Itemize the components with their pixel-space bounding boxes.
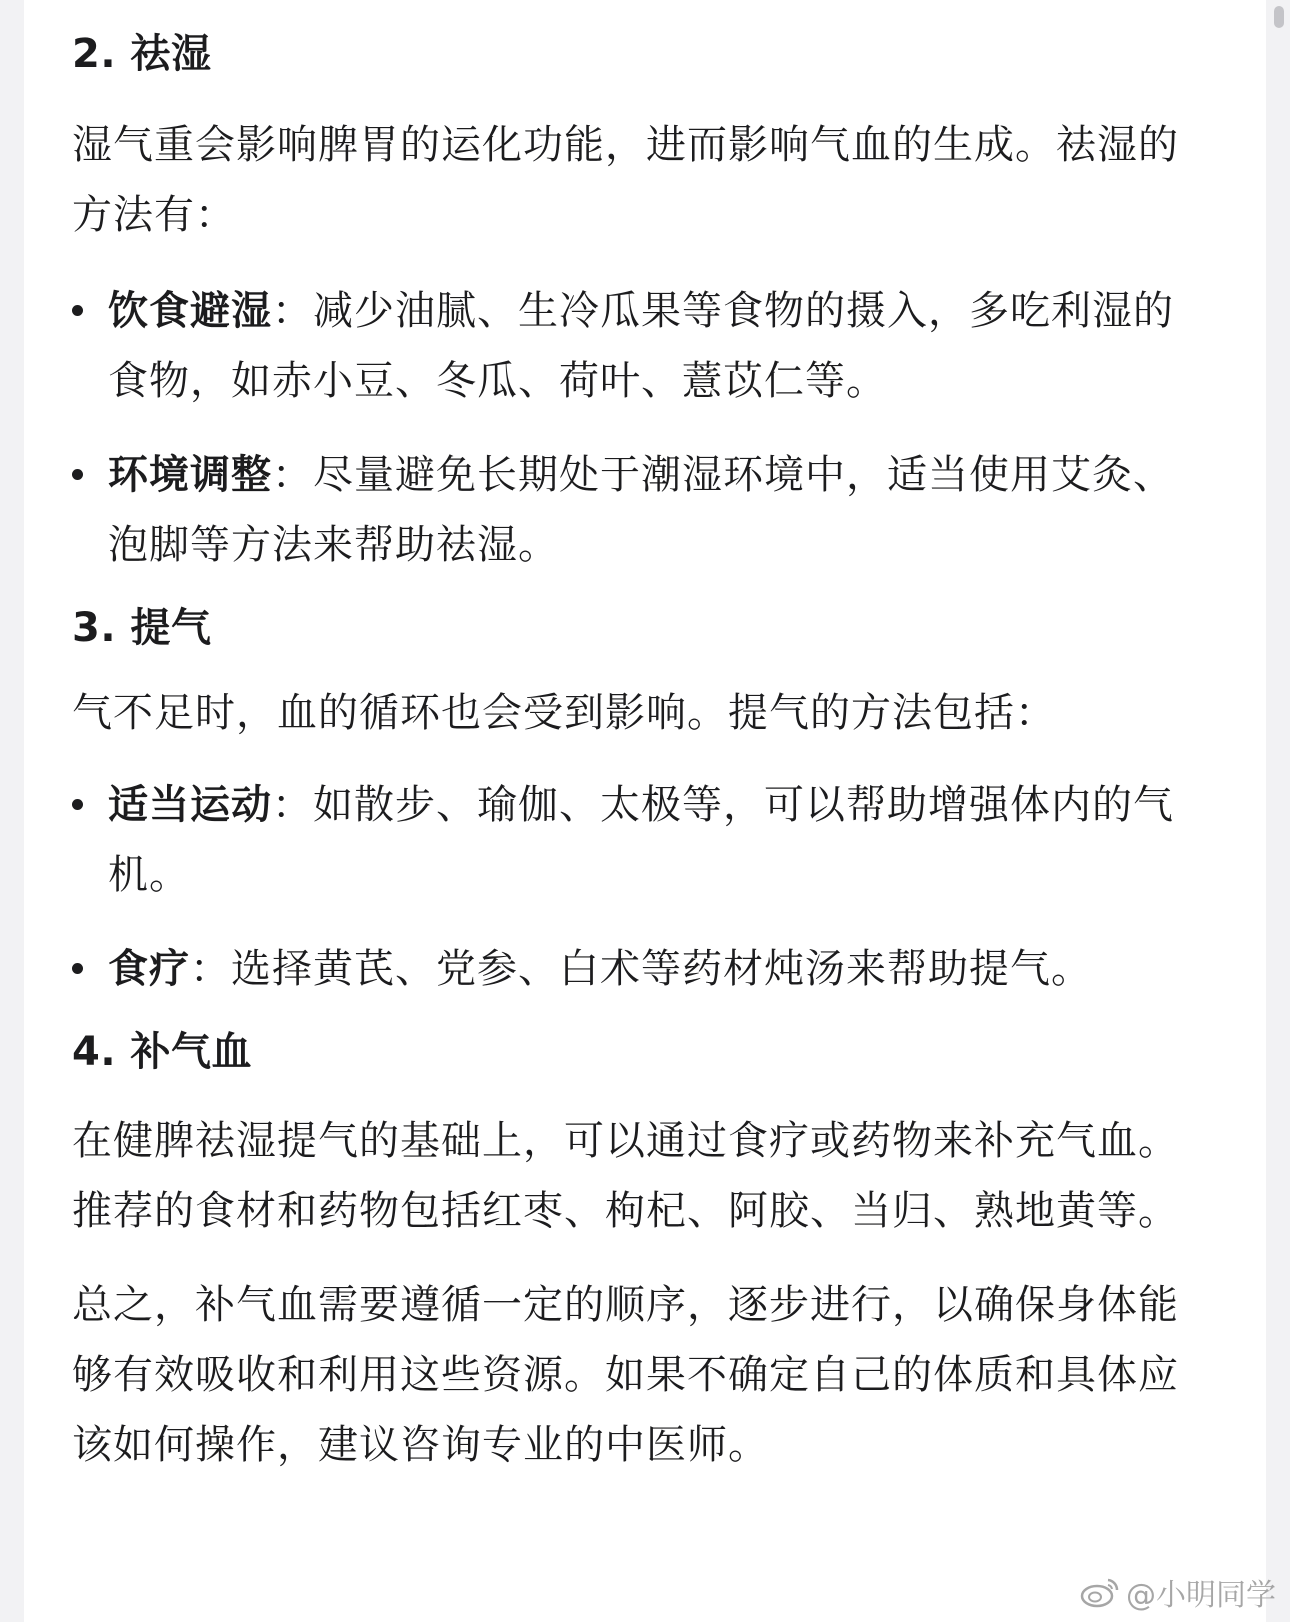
- article-body: [72, 24, 1212, 1480]
- scrollbar[interactable]: [1266, 0, 1290, 1622]
- section-3-title: 3. 提气: [72, 605, 212, 651]
- list-item-label: 适当运动: [108, 782, 272, 828]
- list-item-label: 环境调整: [108, 452, 272, 498]
- section-3-intro: 气不足时，血的循环也会受到影响。提气的方法包括：: [72, 690, 1056, 736]
- list-item: [72, 770, 1212, 910]
- list-item-label: 食疗: [108, 946, 190, 992]
- list-item-label: 饮食避湿: [108, 288, 272, 334]
- list-item: [72, 440, 1212, 580]
- list-item-text: ：减少油腻、生冷瓜果等食物的摄入，多吃利湿的食物，如赤小豆、冬瓜、荷叶、薏苡仁等。: [108, 288, 1174, 404]
- section-4-title: 4. 补气血: [72, 1029, 252, 1075]
- section-2-intro: 湿气重会影响脾胃的运化功能，进而影响气血的生成。祛湿的方法有：: [72, 122, 1179, 238]
- bullet-dot: [72, 305, 83, 316]
- summary-paragraph: 总之，补气血需要遵循一定的顺序，逐步进行，以确保身体能够有效吸收和利用这些资源。如果不确定自己的体质和具体应该如何操作，建议咨询专业的中医师。: [72, 1282, 1179, 1468]
- list-item-text: ：选择黄芪、党参、白术等药材炖汤来帮助提气。: [190, 946, 1092, 992]
- bullet-dot: [72, 963, 83, 974]
- list-item-text: ：尽量避免长期处于潮湿环境中，适当使用艾灸、泡脚等方法来帮助祛湿。: [108, 452, 1174, 568]
- list-item: [72, 276, 1212, 416]
- section-3-list: [72, 770, 1212, 1004]
- list-item: [72, 934, 1212, 1004]
- content-card: [24, 0, 1266, 1622]
- scrollbar-thumb[interactable]: [1274, 6, 1284, 28]
- watermark: [1080, 1570, 1276, 1614]
- watermark-text: @小明同学: [1126, 1578, 1276, 1613]
- section-2-list: [72, 276, 1212, 580]
- weibo-icon: [1080, 1576, 1120, 1608]
- bullet-dot: [72, 469, 83, 480]
- bullet-dot: [72, 799, 83, 810]
- section-2-title: 2. 祛湿: [72, 31, 212, 77]
- section-4-intro: 在健脾祛湿提气的基础上，可以通过食疗或药物来补充气血。推荐的食材和药物包括红枣、枸杞、阿胶、当归、熟地黄等。: [72, 1118, 1179, 1234]
- list-item-text: ：如散步、瑜伽、太极等，可以帮助增强体内的气机。: [108, 782, 1174, 898]
